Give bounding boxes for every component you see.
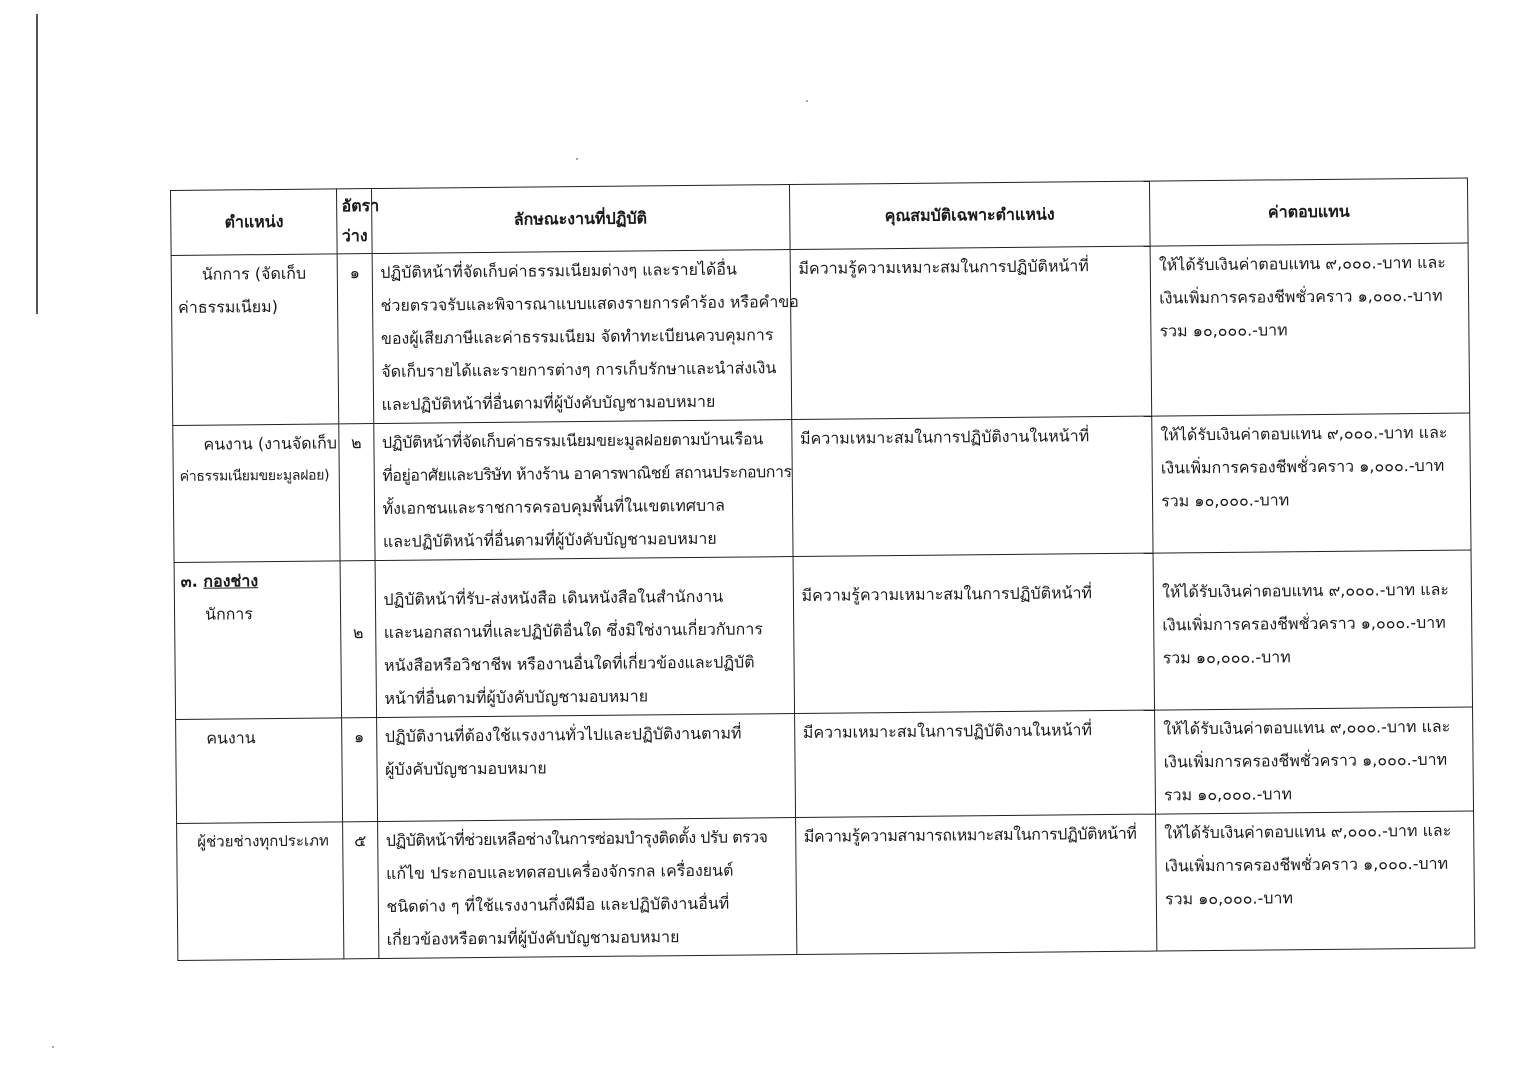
pay-line: รวม ๑๐,๐๐๐.-บาท — [1163, 784, 1293, 805]
pay-line: เงินเพิ่มการครองชีพชั่วคราว ๑,๐๐๐.-บาท — [1162, 612, 1446, 635]
table-row — [176, 707, 1474, 823]
duty-line: และปฏิบัติหน้าที่อื่นตามที่ผู้บังคับบัญชามอบหมาย — [382, 528, 717, 551]
duty-line: หนังสือหรือวิชาชีพ หรืองานอื่นใดที่เกี่ยวข้องและปฏิบัติ — [383, 652, 755, 675]
position-name: นักการ (จัดเก็บ — [201, 263, 307, 284]
position-cell — [176, 718, 343, 824]
duty-line: ทั้งเอกชนและราชการครอบคุมพื้นที่ในเขตเทศบาล — [382, 495, 726, 518]
rate-cell: ๑ — [342, 718, 377, 822]
duty-line: ช่วยตรวจรับและพิจารณาแบบแสดงรายการคำร้อง หรือคำขอ — [380, 291, 799, 315]
qualification-cell: มีความรู้ความสามารถเหมาะสมในการปฏิบัติหน้าที่ — [795, 814, 1157, 954]
duty-line: ปฏิบัติหน้าที่ช่วยเหลือช่างในการซ่อมบำรุงติดตั้ง ปรับ ตรวจ — [385, 827, 768, 850]
position-name: ผู้ช่วยช่างทุกประเภท — [197, 831, 329, 851]
position-cell — [171, 254, 339, 426]
position-cell — [174, 561, 342, 720]
position-name: นักการ — [204, 604, 254, 624]
duty-line: ปฏิบัติหน้าที่จัดเก็บค่าธรรมเนียมต่างๆ และรายได้อื่น — [380, 259, 737, 282]
pay-line: รวม ๑๐,๐๐๐.-บาท — [1159, 320, 1288, 341]
pay-cell — [1155, 707, 1474, 814]
duty-line: และปฏิบัติหน้าที่อื่นตามที่ผู้บังคับบัญชามอบหมาย — [381, 391, 716, 414]
document-page — [170, 178, 1475, 961]
section-label: กองช่าง — [203, 571, 259, 591]
pay-line: เงินเพิ่มการครองชีพชั่วคราว ๑,๐๐๐.-บาท — [1159, 285, 1443, 308]
qualification-cell: มีความเหมาะสมในการปฏิบัติงานในหน้าที่ — [791, 416, 1153, 556]
qualification-cell: มีความรู้ความเหมาะสมในการปฏิบัติหน้าที่ — [790, 246, 1152, 419]
duty-line: ปฏิบัติหน้าที่รับ-ส่งหนังสือ เดินหนังสือในสำนักงาน — [383, 586, 724, 609]
pay-cell — [1150, 243, 1469, 416]
scan-speck — [52, 1046, 54, 1048]
pay-cell — [1156, 811, 1475, 951]
header-compensation: ค่าตอบแทน — [1150, 178, 1468, 246]
header-qualifications: คุณสมบัติเฉพาะตำแหน่ง — [789, 181, 1150, 249]
scan-speck — [576, 158, 578, 160]
pay-line: ให้ได้รับเงินค่าตอบแทน ๙,๐๐๐.-บาท และ — [1163, 716, 1451, 739]
pay-cell — [1152, 413, 1471, 553]
table-row — [174, 550, 1472, 719]
pay-line: ให้ได้รับเงินค่าตอบแทน ๙,๐๐๐.-บาท และ — [1161, 579, 1450, 602]
section-number: ๓. — [180, 571, 198, 591]
header-rate — [337, 189, 380, 254]
pay-line: รวม ๑๐,๐๐๐.-บาท — [1164, 888, 1294, 909]
position-name: คนงาน — [206, 728, 256, 748]
table-row — [173, 413, 1471, 562]
pay-line: ให้ได้รับเงินค่าตอบแทน ๙,๐๐๐.-บาท และ — [1164, 820, 1452, 843]
duties-cell — [377, 818, 796, 959]
header-position: ตำแหน่ง — [171, 189, 338, 256]
duties-cell — [372, 250, 799, 424]
qualification-cell: มีความเหมาะสมในการปฏิบัติงานในหน้าที่ — [794, 710, 1155, 817]
header-duties: ลักษณะงานที่ปฏิบัติ — [371, 185, 790, 254]
rate-cell: ๒ — [339, 424, 374, 561]
pay-line: ให้ได้รับเงินค่าตอบแทน ๙,๐๐๐.-บาท และ — [1158, 252, 1446, 275]
header-rate-line2: ว่าง — [341, 226, 368, 246]
position-table — [170, 178, 1475, 961]
table-row — [171, 243, 1470, 425]
position-name-cont: ค่าธรรมเนียม) — [178, 296, 278, 317]
qualification-cell: มีความรู้ความเหมาะสมในการปฏิบัติหน้าที่ — [793, 553, 1155, 713]
duty-line: ที่อยู่อาศัยและบริษัท ห้างร้าน อาคารพาณิชย์ สถานประกอบการ — [382, 462, 792, 485]
pay-line: ให้ได้รับเงินค่าตอบแทน ๙,๐๐๐.-บาท และ — [1160, 422, 1448, 445]
duty-line: ปฏิบัติหน้าที่จัดเก็บค่าธรรมเนียมขยะมูลฝอยตามบ้านเรือน — [381, 429, 764, 452]
section-heading — [181, 563, 333, 597]
duty-line: ชนิดต่าง ๆ ที่ใช้แรงงานกึ่งฝีมือ และปฏิบัติงานอื่นที่ — [386, 893, 730, 916]
duties-cell — [375, 557, 795, 718]
rate-value: ๒ — [352, 623, 364, 643]
rate-cell: ๑ — [338, 254, 374, 424]
duty-line: หน้าที่อื่นตามที่ผู้บังคับบัญชามอบหมาย — [384, 686, 649, 708]
duty-line: ของผู้เสียภาษีและค่าธรรมเนียม จัดทำทะเบียนควบคุมการ — [380, 325, 774, 348]
duty-line: แก้ไข ประกอบและทดสอบเครื่องจักรกล เครื่องยนต์ — [385, 860, 734, 883]
pay-line: รวม ๑๐,๐๐๐.-บาท — [1162, 647, 1291, 668]
pay-cell — [1153, 550, 1472, 710]
pay-line: รวม ๑๐,๐๐๐.-บาท — [1161, 490, 1290, 511]
position-cell — [177, 822, 345, 961]
position-cell — [173, 424, 341, 563]
table-row — [177, 811, 1475, 960]
scan-speck — [806, 100, 808, 102]
duty-line: ปฏิบัติงานที่ต้องใช้แรงงานทั่วไปและปฏิบัติงานตามที่ — [384, 723, 742, 746]
table-header-row — [171, 178, 1469, 255]
scan-margin-line — [36, 14, 38, 314]
pay-line: เงินเพิ่มการครองชีพชั่วคราว ๑,๐๐๐.-บาท — [1164, 853, 1449, 876]
position-name-cont: ค่าธรรมเนียมขยะมูลฝอย) — [179, 467, 330, 485]
header-rate-line1: อัตรา — [341, 195, 380, 216]
duty-line: จัดเก็บรายได้และรายการต่างๆ การเก็บรักษาและนำส่งเงิน — [381, 358, 777, 381]
rate-cell — [340, 561, 376, 718]
duty-line: ผู้บังคับบัญชามอบหมาย — [384, 758, 547, 779]
duties-cell — [376, 714, 795, 822]
duties-cell — [373, 420, 792, 561]
pay-line: เงินเพิ่มการครองชีพชั่วคราว ๑,๐๐๐.-บาท — [1163, 749, 1448, 772]
duty-line: เกี่ยวข้องหรือตามที่ผู้บังคับบัญชามอบหมาย — [386, 927, 680, 949]
position-name: คนงาน (งานจัดเก็บ — [203, 433, 338, 454]
duty-line: และนอกสถานที่และปฏิบัติอื่นใด ซึ่งมิใช่งานเกี่ยวกับการ — [383, 619, 763, 642]
pay-line: เงินเพิ่มการครองชีพชั่วคราว ๑,๐๐๐.-บาท — [1160, 455, 1445, 478]
rate-cell: ๕ — [343, 822, 378, 959]
